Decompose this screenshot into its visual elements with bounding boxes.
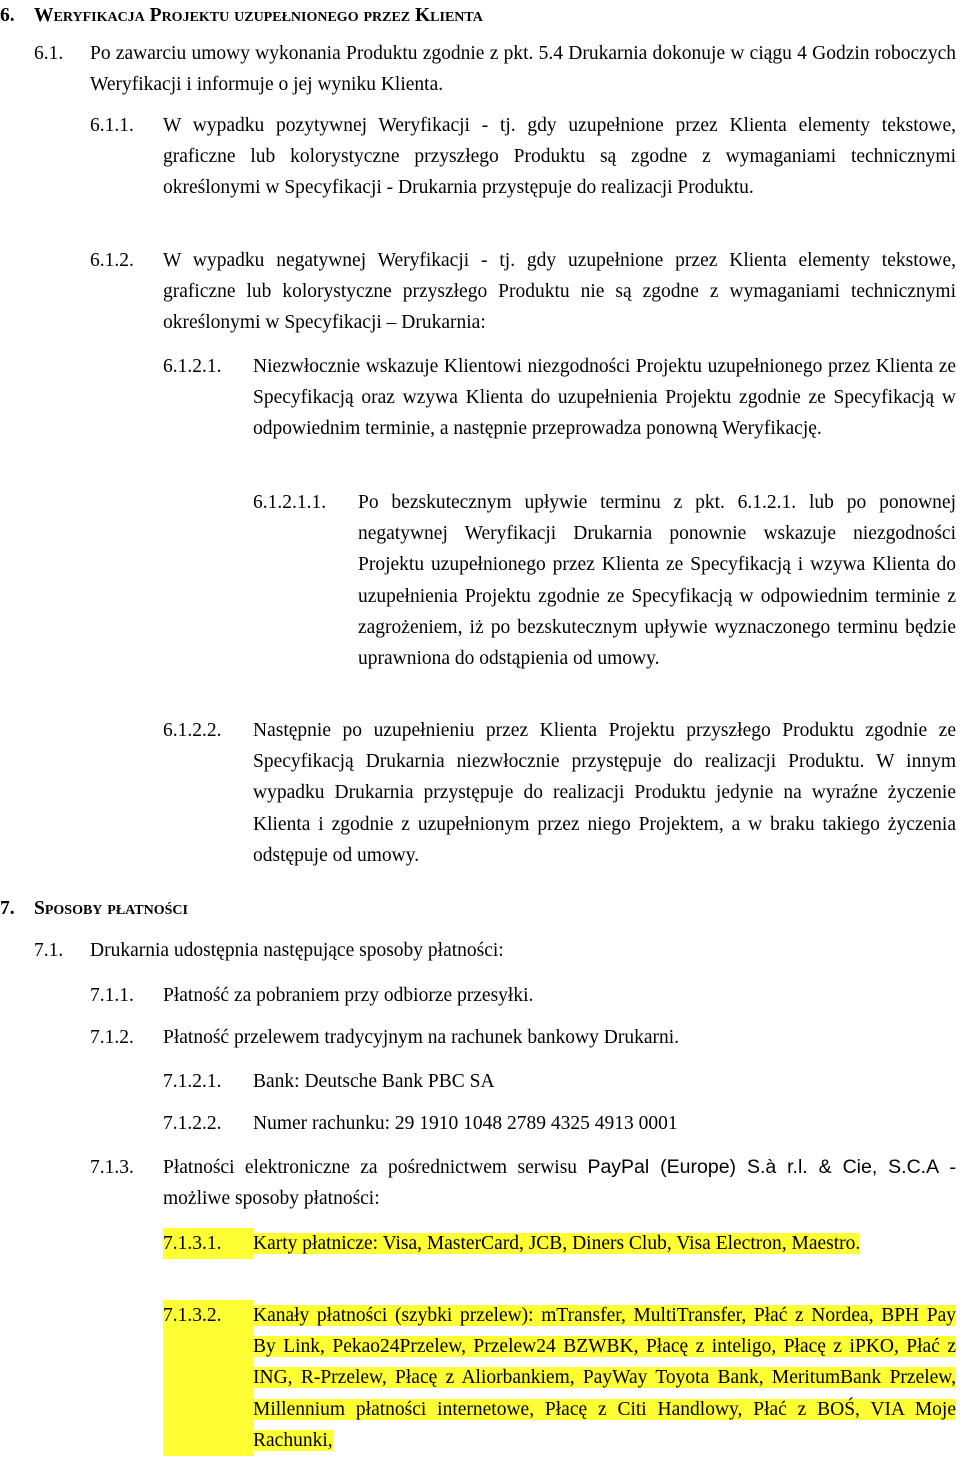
clause-7-1-1 xyxy=(90,980,956,1011)
clause-number: 7.1.3.2. xyxy=(163,1300,253,1456)
clause-6-1-2-1 xyxy=(163,351,956,445)
clause-text-a: Płatności elektroniczne za pośrednictwem serwisu xyxy=(163,1157,588,1178)
section-7-heading xyxy=(0,893,188,924)
clause-number: 6.1.1. xyxy=(90,115,134,136)
clause-text: Po bezskutecznym upływie terminu z pkt. 6.1.2.1. lub po ponownej negatywnej Weryfikacji Drukarnia ponownie wskazuje niezgodności Projektu uzupełnionego przez Klienta ze Specyfikacją i wzywa Klienta do uzupełnienia Projektu zgodnie ze Specyfikacją w odpowiednim terminie z zagrożeniem, iż po bezskutecznym upływie wyznaczonego terminu będzie uprawniona do odstąpienia od umowy. xyxy=(358,492,956,670)
clause-text: Płatność za pobraniem przy odbiorze przesyłki. xyxy=(163,985,534,1006)
clause-text: Bank: Deutsche Bank PBC SA xyxy=(253,1071,495,1092)
clause-7-1 xyxy=(34,935,956,966)
clause-number: 6.1.2.1.1. xyxy=(253,492,327,513)
clause-6-1-2-1-1 xyxy=(253,487,956,674)
clause-number: 6.1.2. xyxy=(90,250,134,271)
clause-number: 7.1.2. xyxy=(90,1027,134,1048)
clause-text: Niezwłocznie wskazuje Klientowi niezgodności Projektu uzupełnionego przez Klienta ze Specyfikacją oraz wzywa Klienta do uzupełnienia Projektu zgodnie ze Specyfikacją w odpowiednim terminie, a następnie przeprowadza ponowną Weryfikację. xyxy=(253,356,956,440)
clause-text: Numer rachunku: 29 1910 1048 2789 4325 4913 0001 xyxy=(253,1113,678,1134)
paypal-name: PayPal (Europe) S.à r.l. & Cie, S.C.A xyxy=(587,1156,940,1178)
section-7-number: 7. xyxy=(0,898,15,919)
clause-7-1-2 xyxy=(90,1022,956,1053)
clause-6-1-2-2 xyxy=(163,715,956,871)
clause-number: 7.1.2.1. xyxy=(163,1071,222,1092)
section-7-title: Sposoby płatności xyxy=(34,898,188,919)
section-6-heading xyxy=(0,0,483,31)
clause-6-1-1 xyxy=(90,110,956,204)
clause-text xyxy=(253,1228,956,1259)
clause-text xyxy=(253,1300,956,1456)
clause-text-b: - możliwe sposoby płatności: xyxy=(163,1157,956,1210)
clause-text: W wypadku pozytywnej Weryfikacji - tj. gdy uzupełnione przez Klienta elementy tekstowe, graficzne lub kolorystyczne przyszłego Produktu są zgodne z wymaganiami technicznymi określonymi w Specyfikacji - Drukarnia przystępuje do realizacji Produktu. xyxy=(163,115,956,199)
clause-number: 7.1.3. xyxy=(90,1157,134,1178)
highlighted-text: Kanały płatności (szybki przelew): mTransfer, MultiTransfer, Płać z Nordea, BPH Pay By Link, Pekao24Przelew, Przelew24 BZWBK, Płacę z inteligo, Płacę z iPKO, Płać z ING, R-Przelew, Płacę z Aliorbankiem, PayWay Toyota Bank, MeritumBank Przelew, Millennium płatności internetowe, Płacę z Citi Handlowy, Płać z BOŚ, VIA Moje Rachunki, xyxy=(253,1305,956,1451)
clause-number: 7.1.1. xyxy=(90,985,134,1006)
clause-number: 6.1. xyxy=(34,43,64,64)
clause-6-1-2 xyxy=(90,245,956,339)
clause-7-1-3-2 xyxy=(163,1300,956,1456)
clause-number: 6.1.2.2. xyxy=(163,720,222,741)
clause-number: 7.1.3.1. xyxy=(163,1228,253,1259)
clause-number: 7.1. xyxy=(34,940,64,961)
clause-6-1 xyxy=(34,38,956,100)
clause-number: 7.1.2.2. xyxy=(163,1113,222,1134)
clause-7-1-2-1 xyxy=(163,1066,956,1097)
clause-text: W wypadku negatywnej Weryfikacji - tj. gdy uzupełnione przez Klienta elementy tekstowe, graficzne lub kolorystyczne przyszłego Produktu nie są zgodne z wymaganiami technicznymi określonymi w Specyfikacji – Drukarnia: xyxy=(163,250,956,334)
section-6-title: Weryfikacja Projektu uzupełnionego przez Klienta xyxy=(34,5,483,26)
clause-7-1-3 xyxy=(90,1152,956,1214)
clause-text: Następnie po uzupełnieniu przez Klienta Projektu przyszłego Produktu zgodnie ze Specyfikacją Drukarnia niezwłocznie przystępuje do realizacji Produktu. W innym wypadku Drukarnia przystępuje do realizacji Produktu jedynie na wyraźne życzenie Klienta i zgodnie z uzupełnionym przez niego Projektem, a w braku takiego życzenia odstępuje od umowy. xyxy=(253,720,956,866)
clause-text: Płatność przelewem tradycyjnym na rachunek bankowy Drukarni. xyxy=(163,1027,680,1048)
section-6-number: 6. xyxy=(0,5,15,26)
clause-number: 6.1.2.1. xyxy=(163,356,222,377)
clause-text xyxy=(163,1152,956,1214)
clause-7-1-3-1 xyxy=(163,1228,956,1259)
clause-7-1-2-2 xyxy=(163,1108,956,1139)
clause-text: Po zawarciu umowy wykonania Produktu zgodnie z pkt. 5.4 Drukarnia dokonuje w ciągu 4 Godzin roboczych Weryfikacji i informuje o jej wyniku Klienta. xyxy=(90,43,956,96)
clause-text: Drukarnia udostępnia następujące sposoby płatności: xyxy=(90,940,504,961)
highlighted-text: Karty płatnicze: Visa, MasterCard, JCB, Diners Club, Visa Electron, Maestro. xyxy=(253,1233,861,1254)
